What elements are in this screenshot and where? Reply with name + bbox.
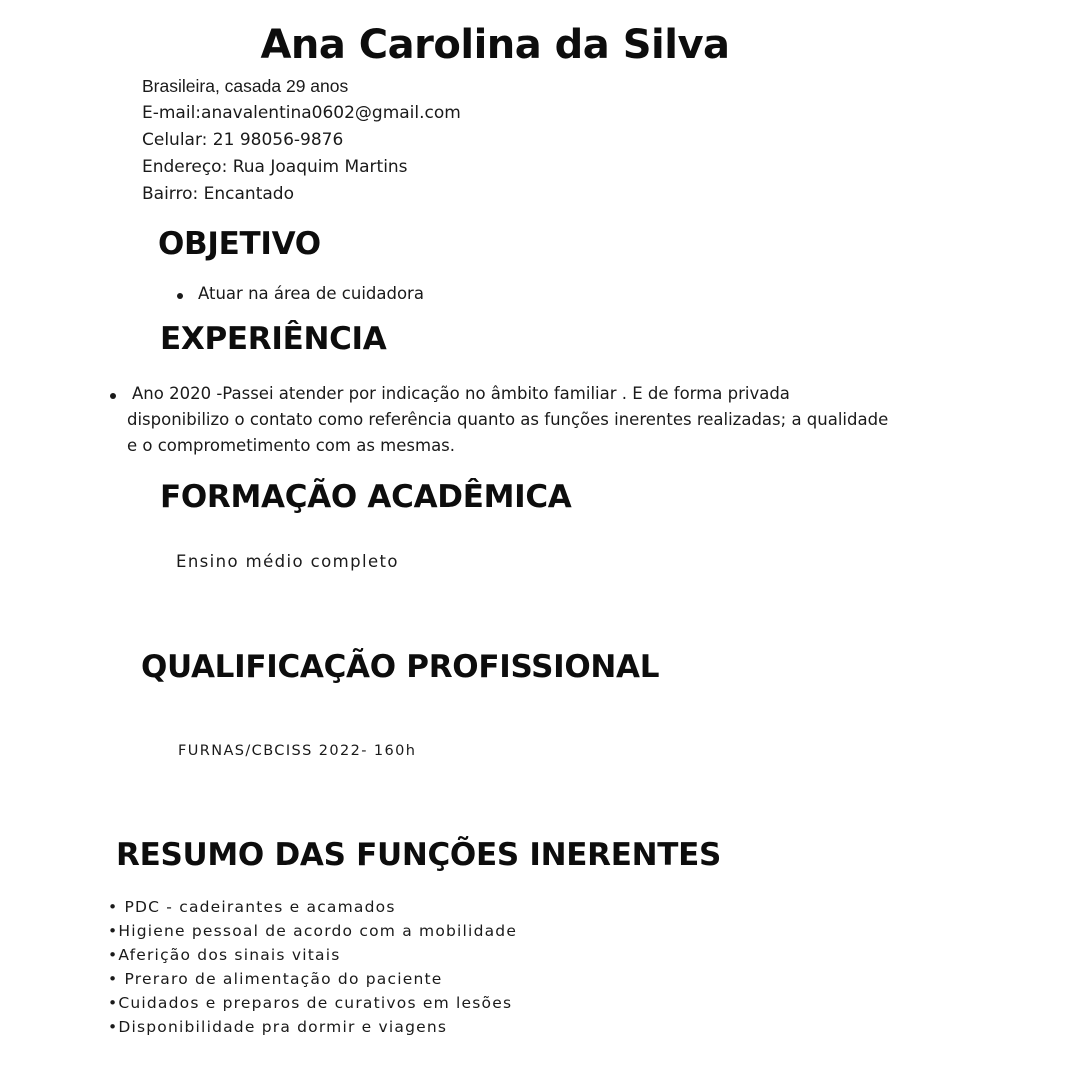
- email-line: E-mail:anavalentina0602@gmail.com: [142, 103, 461, 123]
- resumo-item: •Aferição dos sinais vitais: [108, 946, 341, 964]
- address-line: Endereço: Rua Joaquim Martins: [142, 157, 408, 177]
- resumo-item: •Cuidados e preparos de curativos em lesões: [108, 994, 513, 1012]
- resumo-item: •Disponibilidade pra dormir e viagens: [108, 1018, 448, 1036]
- qualificacao-text: FURNAS/CBCISS 2022- 160h: [178, 743, 417, 759]
- personal-info-line: Brasileira, casada 29 anos: [142, 76, 349, 96]
- neighborhood-line: Bairro: Encantado: [142, 184, 294, 204]
- experiencia-line: Ano 2020 -Passei atender por indicação no âmbito familiar . E de forma privada: [132, 384, 790, 403]
- section-title-qualificacao: QUALIFICAÇÃO PROFISSIONAL: [141, 649, 660, 685]
- bullet-icon: [110, 393, 116, 399]
- resumo-item: • PDC - cadeirantes e acamados: [108, 898, 396, 916]
- candidate-name: Ana Carolina da Silva: [260, 22, 730, 68]
- section-title-resumo: RESUMO DAS FUNÇÕES INERENTES: [116, 837, 721, 873]
- formacao-text: Ensino médio completo: [176, 552, 399, 571]
- phone-line: Celular: 21 98056-9876: [142, 130, 344, 150]
- section-title-formacao: FORMAÇÃO ACADÊMICA: [160, 479, 572, 515]
- resumo-item: •Higiene pessoal de acordo com a mobilidade: [108, 922, 518, 940]
- objetivo-item: Atuar na área de cuidadora: [198, 284, 424, 303]
- section-title-objetivo: OBJETIVO: [158, 226, 321, 262]
- experiencia-line: e o comprometimento com as mesmas.: [127, 436, 456, 455]
- bullet-icon: [177, 293, 183, 299]
- experiencia-line: disponibilizo o contato como referência quanto as funções inerentes realizadas; a qualidade: [127, 410, 889, 429]
- resumo-item: • Preraro de alimentação do paciente: [108, 970, 443, 988]
- section-title-experiencia: EXPERIÊNCIA: [160, 321, 387, 357]
